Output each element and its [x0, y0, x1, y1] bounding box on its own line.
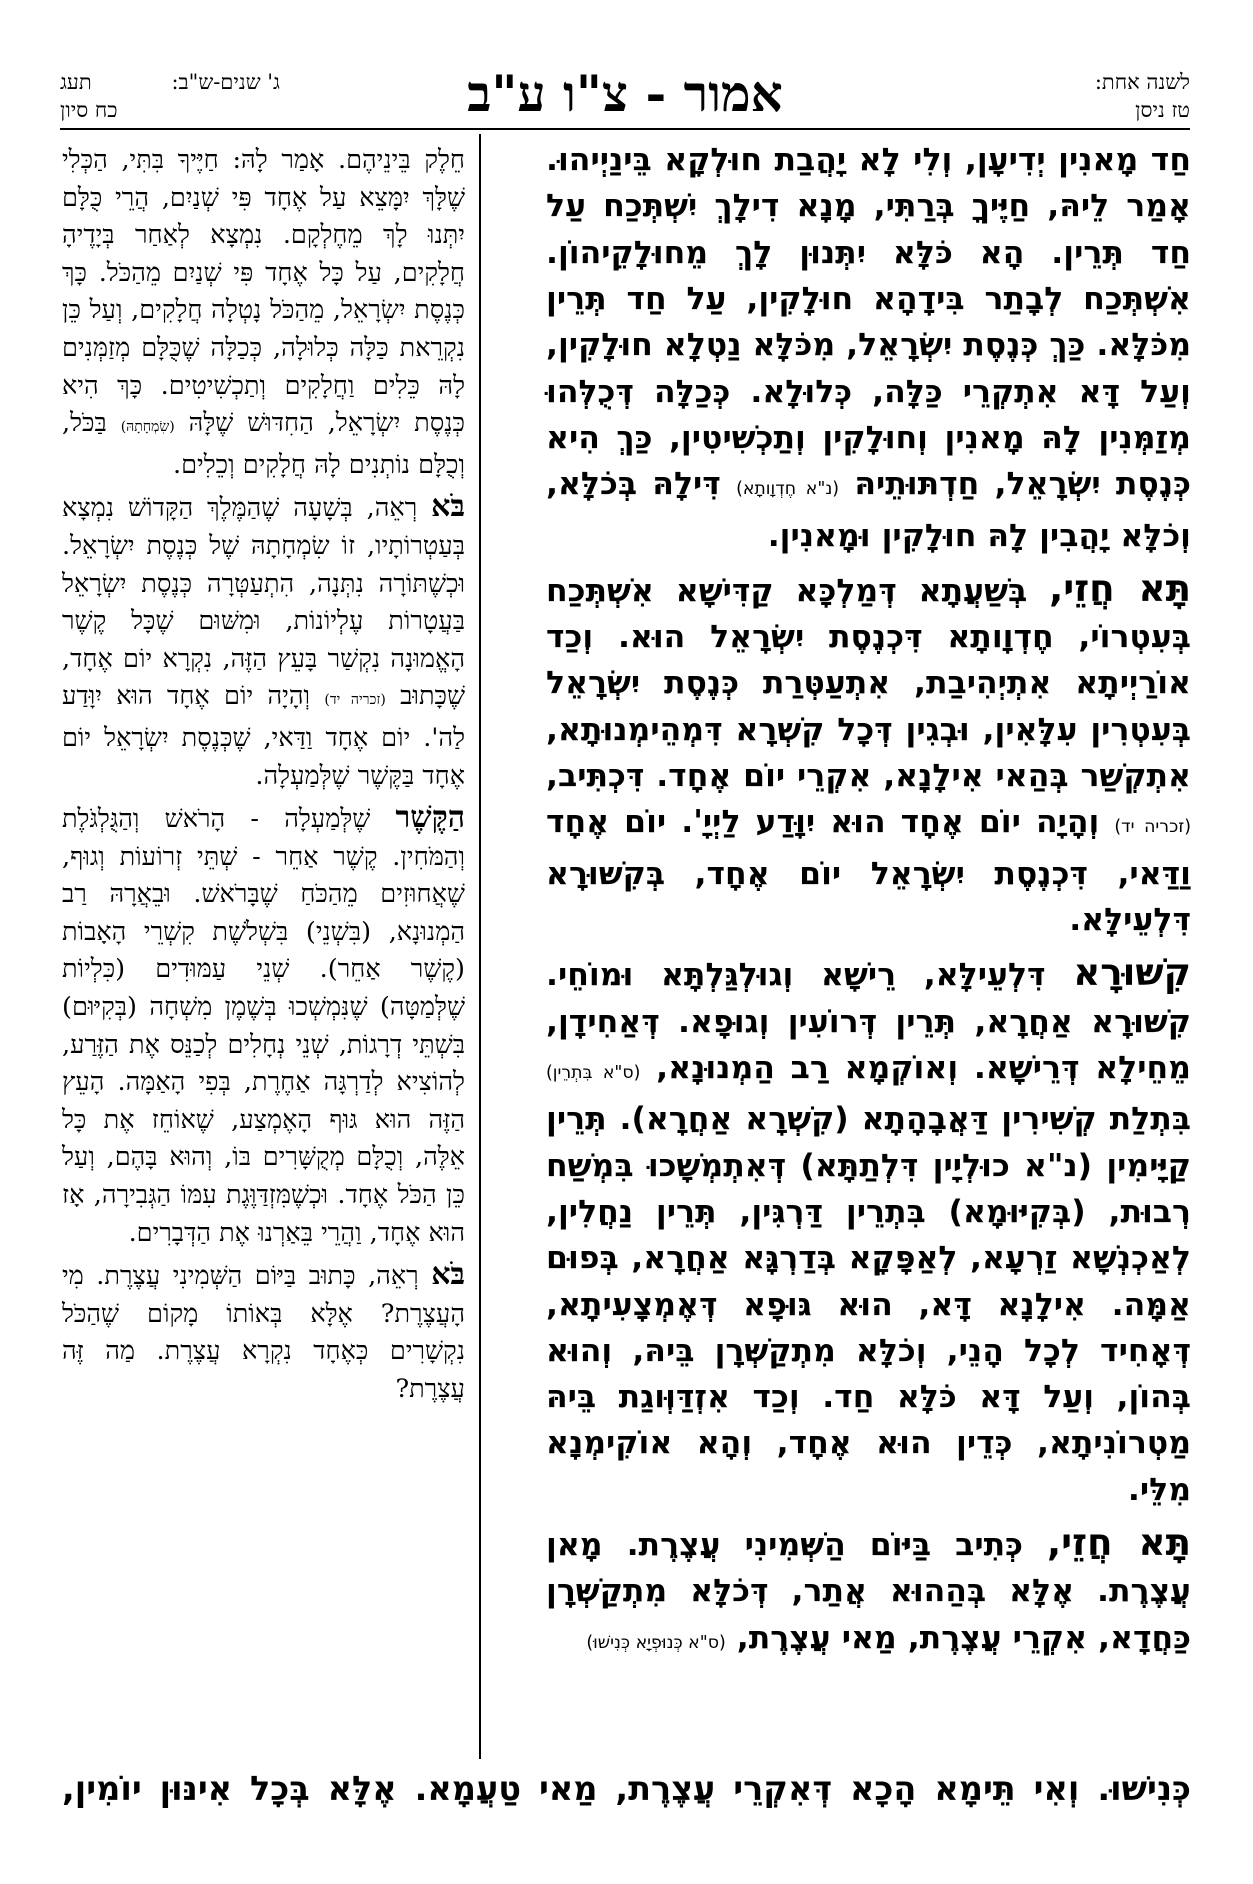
- variant-note: (נ"א חֶדְוָותָא): [736, 479, 840, 500]
- header-page-number: תעג: [60, 70, 92, 94]
- source-note: (זכריה יד): [1114, 817, 1192, 838]
- paragraph-opening: בֹּא: [431, 1257, 465, 1293]
- aramaic-paragraph-1: [546, 134, 1191, 559]
- header-three-year-date: כח סיון: [60, 98, 118, 122]
- paragraph-opening: תָּא חֲזֵי,: [1049, 565, 1192, 610]
- paragraph-text: דִּלְעֵילָּא, רֵישָׁא וְגוּלְגַּלְתָּא וּמוֹחֵי. קִשּׁוּרָא אַחֲרָא, תְּרֵין דְּרוֹעִין וְגוּפָא. דְּאַחִידָן, מֵחֵילָא דְּרֵישָׁא. וְאוֹקְמָא רַב הַמְנוּנָא,: [546, 957, 1191, 1086]
- paragraph-text: חַד מָאנִין יְדִיעָן, וְלִי לָא יָהֲבַת חוּלְקָא בֵּינַיְיהוּ. אָמַר לֵיהּ, חַיֶּיךָ בְּרַתִּי, מָנָא דִילָךְ יִשְׁתְּכַח עַל חַד תְּרֵין. הָא כֹּלָּא יִתְּנוּן לָךְ מֵחוּלָקֵיהוֹן. אִשְׁתְּכַח לְבָתַר בִּידָהָא חוּלָקִין, עַל חַד תְּרֵין מִכֹּלָּא. כַּךְ כְּנֶסֶת יִשְׂרָאֵל, מִכֹּלָּא נַטְלָא חוּלָקִין, וְעַל דָּא אִתְקְרֵי כַּלָּה, כְּלוּלָא. כְּכַלָּה דְּכֻלְּהוּ מְזַמְּנִין לָהּ מָאנִין וְחוּלָקִין וְתַכְשִׁיטִין, כַּךְ הִיא כְּנֶסֶת יִשְׂרָאֵל, חַדְתּוּתֵיהּ: [546, 142, 1191, 503]
- paragraph-text-cont: בַּכֹּל, וְכֻלָּם נוֹתְנִים לָהּ חֲלָקִים וְכֵלִים.: [62, 408, 465, 480]
- header-left: [60, 68, 280, 124]
- hebrew-paragraph-2: [62, 488, 465, 795]
- paragraph-text: רְאֵה, בְּשָׁעָה שֶׁהַמֶּלֶךְ הַקָּדוֹשׁ נִמְצָא בְּעַטְרוֹתָיו, זוֹ שִׂמְחָתָהּ שֶׁל כְּנֶסֶת יִשְׂרָאֵל. וּכְשֶׁתּוֹרָה נִתְּנָה, הִתְעַטְּרָה כְּנֶסֶת יִשְׂרָאֵל בַּעֲטָרוֹת עֶלְיוֹנוֹת, וּמִשּׁוּם שֶׁכָּל קֶשֶׁר הָאֱמוּנָה נִקְשַׁר בָּעֵץ הַזֶּה, נִקְרָא יוֹם אֶחָד, שֶׁכָּתוּב: [62, 493, 466, 712]
- paragraph-opening: תָּא חֲזֵי,: [1047, 1520, 1191, 1565]
- header-yearly-label: לשנה אחת:: [1094, 70, 1190, 94]
- column-divider: [479, 134, 481, 1759]
- variant-note: (ס"א כְּנוּפְיָא כְּנִישׁוּ): [586, 1632, 726, 1653]
- variant-note: (שִׂמְחָתָהּ): [120, 419, 175, 436]
- paragraph-text: כְּתִיב בַּיּוֹם הַשְּׁמִינִי עֲצֶרֶת. מָאן עֲצֶרֶת. אֶלָּא בְּהַהוּא אֲתַר, דְּכֹלָּא מִתְקַשְּׁרָן כַּחֲדָא, אִקְרֵי עֲצֶרֶת, מַאי עֲצֶרֶת,: [546, 1527, 1191, 1656]
- paragraph-text-cont: וְהָיָה יוֹם אֶחָד הוּא יִוָּדַע לַיְיָ'. יוֹם אֶחָד וַדַּאי, דִּכְנֶסֶת יִשְׂרָאֵל יוֹם אֶחָד, בְּקִשּׁוּרָא דִּלְעֵילָּא.: [546, 804, 1191, 938]
- paragraph-opening: הַקֶּשֶׁר: [395, 800, 465, 836]
- hebrew-paragraph-1: [62, 140, 465, 484]
- paragraph-text-cont: דִּילָהּ בְּכֹלָּא, וְכֹלָּא יָהֲבִין לָהּ חוּלָקִין וּמָאנִין.: [546, 466, 1191, 554]
- paragraph-text: שֶׁלְּמַעְלָה - הָרֹאשׁ וְהַגֻּלְגֹּלֶת וְהַמֹּחִין. קֶשֶׁר אַחֵר - שְׁתֵּי זְרוֹעוֹת וְגוּף, שֶׁאֲחוּזִים מֵהַכֹּחַ שֶׁבָּרֹאשׁ. וּבֵאֲרָהּ רַב הַמְנוּנָא, (בִּשְׁנֵי) בִּשְׁלֹשֶׁת קִשְׁרֵי הָאָבוֹת (קֶשֶׁר אַחֵר). שְׁנֵי עַמּוּדִים (כִּלְיוֹת שֶׁלְּמַטָּה) שֶׁנִּמְשְׁכוּ בְּשֶׁמֶן מִשְׁחָה (בְּקִיּוּם) בִּשְׁתֵּי דְרָגוֹת, שְׁנֵי נְחָלִים לְכַנֵּס אֶת הַזֶּרַע, לְהוֹצִיא לְדַרְגָּה אַחֶרֶת, בְּפִי הָאַמָּה. הָעֵץ הַזֶּה הוּא גּוּף הָאֶמְצַע, שֶׁאוֹחֵז אֶת כָּל אֵלֶּה, וְכֻלָּם מְקֻשָּׁרִים בּוֹ, וְהוּא בָּהֶם, וְעַל כֵּן הַכֹּל אֶחָד. וּכְשֶׁמִּזְדַּוֶּגֶת עִמּוֹ הַגְּבִירָה, אָז הוּא אֶחָד, וַהֲרֵי בֵּאַרְנוּ אֶת הַדְּבָרִים.: [62, 804, 465, 1248]
- page-title: אמור - צ"ו ע"ב: [467, 64, 783, 123]
- hebrew-translation-column: [62, 140, 465, 1413]
- paragraph-text-cont: בִּתְלַת קְשִׁירִין דַּאֲבָהָתָא (קִשְׁרָא אַחֲרָא). תְּרֵין קַיָּימִין (נ"א כוּלְיָין דִּלְתַתָּא) דְּאִתְמְשָׁכוּ בִּמְשַׁח רְבוּת, (בְּקִיּוּמָא) בִּתְרֵין דַּרְגִּין, תְּרֵין נַחֲלִין, לְאַכְנְשָׁא זַרְעָא, לְאַפָּקָא בְּדַרְגָּא אַחֲרָא, בְּפוּם אַמָּה. אִילָנָא דָּא, הוּא גּוּפָא דְּאֶמְצָעִיתָא, דְּאָחִיד לְכָל הָנֵי, וְכֹלָּא מִתְקַשְּׁרָן בֵּיהּ, וְהוּא בְּהוֹן, וְעַל דָּא כֹּלָּא חַד. וְכַד אִזְדַּוְּוגַת בֵּיהּ מַטְרוֹנִיתָא, כְּדֵין הוּא אֶחָד, וְהָא אוֹקִימְנָא מִלֵּי.: [546, 1101, 1191, 1508]
- aramaic-paragraph-4: [546, 1519, 1191, 1666]
- aramaic-column: [546, 134, 1191, 1672]
- aramaic-paragraph-3: [546, 949, 1191, 1513]
- page-header: [60, 64, 1190, 144]
- header-three-year-label: ג' שנים-ש"ב:: [171, 70, 280, 94]
- paragraph-text-cont: וְהָיָה יוֹם אֶחָד הוּא יִוָּדַע לַה'. יוֹם אֶחָד וַדַּאי, שֶׁכְּנֶסֶת יִשְׂרָאֵל יוֹם אֶחָד בַּקֶּשֶׁר שֶׁלְּמַעְלָה.: [62, 681, 465, 791]
- header-rule: [60, 128, 1190, 130]
- paragraph-text: רְאֵה, כָּתוּב בַּיּוֹם הַשְּׁמִינִי עֲצֶרֶת. מִי הָעֲצֶרֶת? אֶלָּא בְּאוֹתוֹ מָקוֹם שֶׁהַכֹּל נִקְשָׁרִים כְּאֶחָד נִקְרָא עֲצֶרֶת. מַה זֶּה עֲצֶרֶת?: [62, 1261, 465, 1404]
- source-note: (זכריה יד): [324, 692, 386, 709]
- paragraph-opening: בֹּא: [431, 489, 465, 525]
- paragraph-opening: קִשּׁוּרָא: [1073, 950, 1191, 995]
- header-right: [1095, 68, 1190, 124]
- paragraph-text: חֵלֶק בֵּינֵיהֶם. אָמַר לָהּ: חַיֶּיךָ בִּתִּי, הַכְּלִי שֶׁלָּךְ יִמָּצֵא עַל אֶחָד פִּי שְׁנַיִם, הֲרֵי כֻּלָּם יִתְּנוּ לָךְ מֵחֶלְקָם. נִמְצָא לְאַחַר בְּיָדֶיהָ חֲלָקִים, עַל כָּל אֶחָד פִּי שְׁנַיִם מֵהַכֹּל. כָּךְ כְּנֶסֶת יִשְׂרָאֵל, מֵהַכֹּל נָטְלָה חֲלָקִים, וְעַל כֵּן נִקְרֵאת כַּלָּה כְּלוּלָה, כְּכַלָּה שֶׁכֻּלָּם מְזַמְּנִים לָהּ כֵּלִים וַחֲלָקִים וְתַכְשִׁיטִים. כָּךְ הִיא כְּנֶסֶת יִשְׂרָאֵל, הַחִדּוּשׁ שֶׁלָּהּ: [62, 145, 465, 439]
- header-yearly-date: טז ניסן: [1135, 98, 1190, 122]
- full-width-bottom-line: כְּנִישׁוּ. וְאִי תֵּימָא הָכָא דְּאִקְרֵי עֲצֶרֶת, מַאי טַעֲמָא. אֶלָּא בְּכָל אִינּוּן יוֹמִין,: [62, 1769, 1191, 1808]
- hebrew-paragraph-4: [62, 1256, 465, 1408]
- hebrew-paragraph-3: [62, 799, 465, 1252]
- aramaic-paragraph-2: [546, 565, 1191, 944]
- variant-note: (ס"א בִּתְרֵין): [546, 1062, 641, 1083]
- paragraph-text: בְּשַׁעֲתָא דְּמַלְכָּא קַדִּישָׁא אִשְׁתְּכַח בְּעִטְרוֹי, חֶדְוָותָא דִּכְנֶסֶת יִשְׂרָאֵל הוּא. וְכַד אוֹרַיְיתָא אִתְיְהִיבַת, אִתְעַטְּרַת כְּנֶסֶת יִשְׂרָאֵל בְּעִטְרִין עִלָּאִין, וּבְגִין דְּכָל קִשְׁרָא דִּמְהֵימְנוּתָא, אִתְקְשַׁר בְּהַאי אִילָנָא, אִקְרֵי יוֹם אֶחָד. דִּכְתִּיב,: [546, 572, 1191, 795]
